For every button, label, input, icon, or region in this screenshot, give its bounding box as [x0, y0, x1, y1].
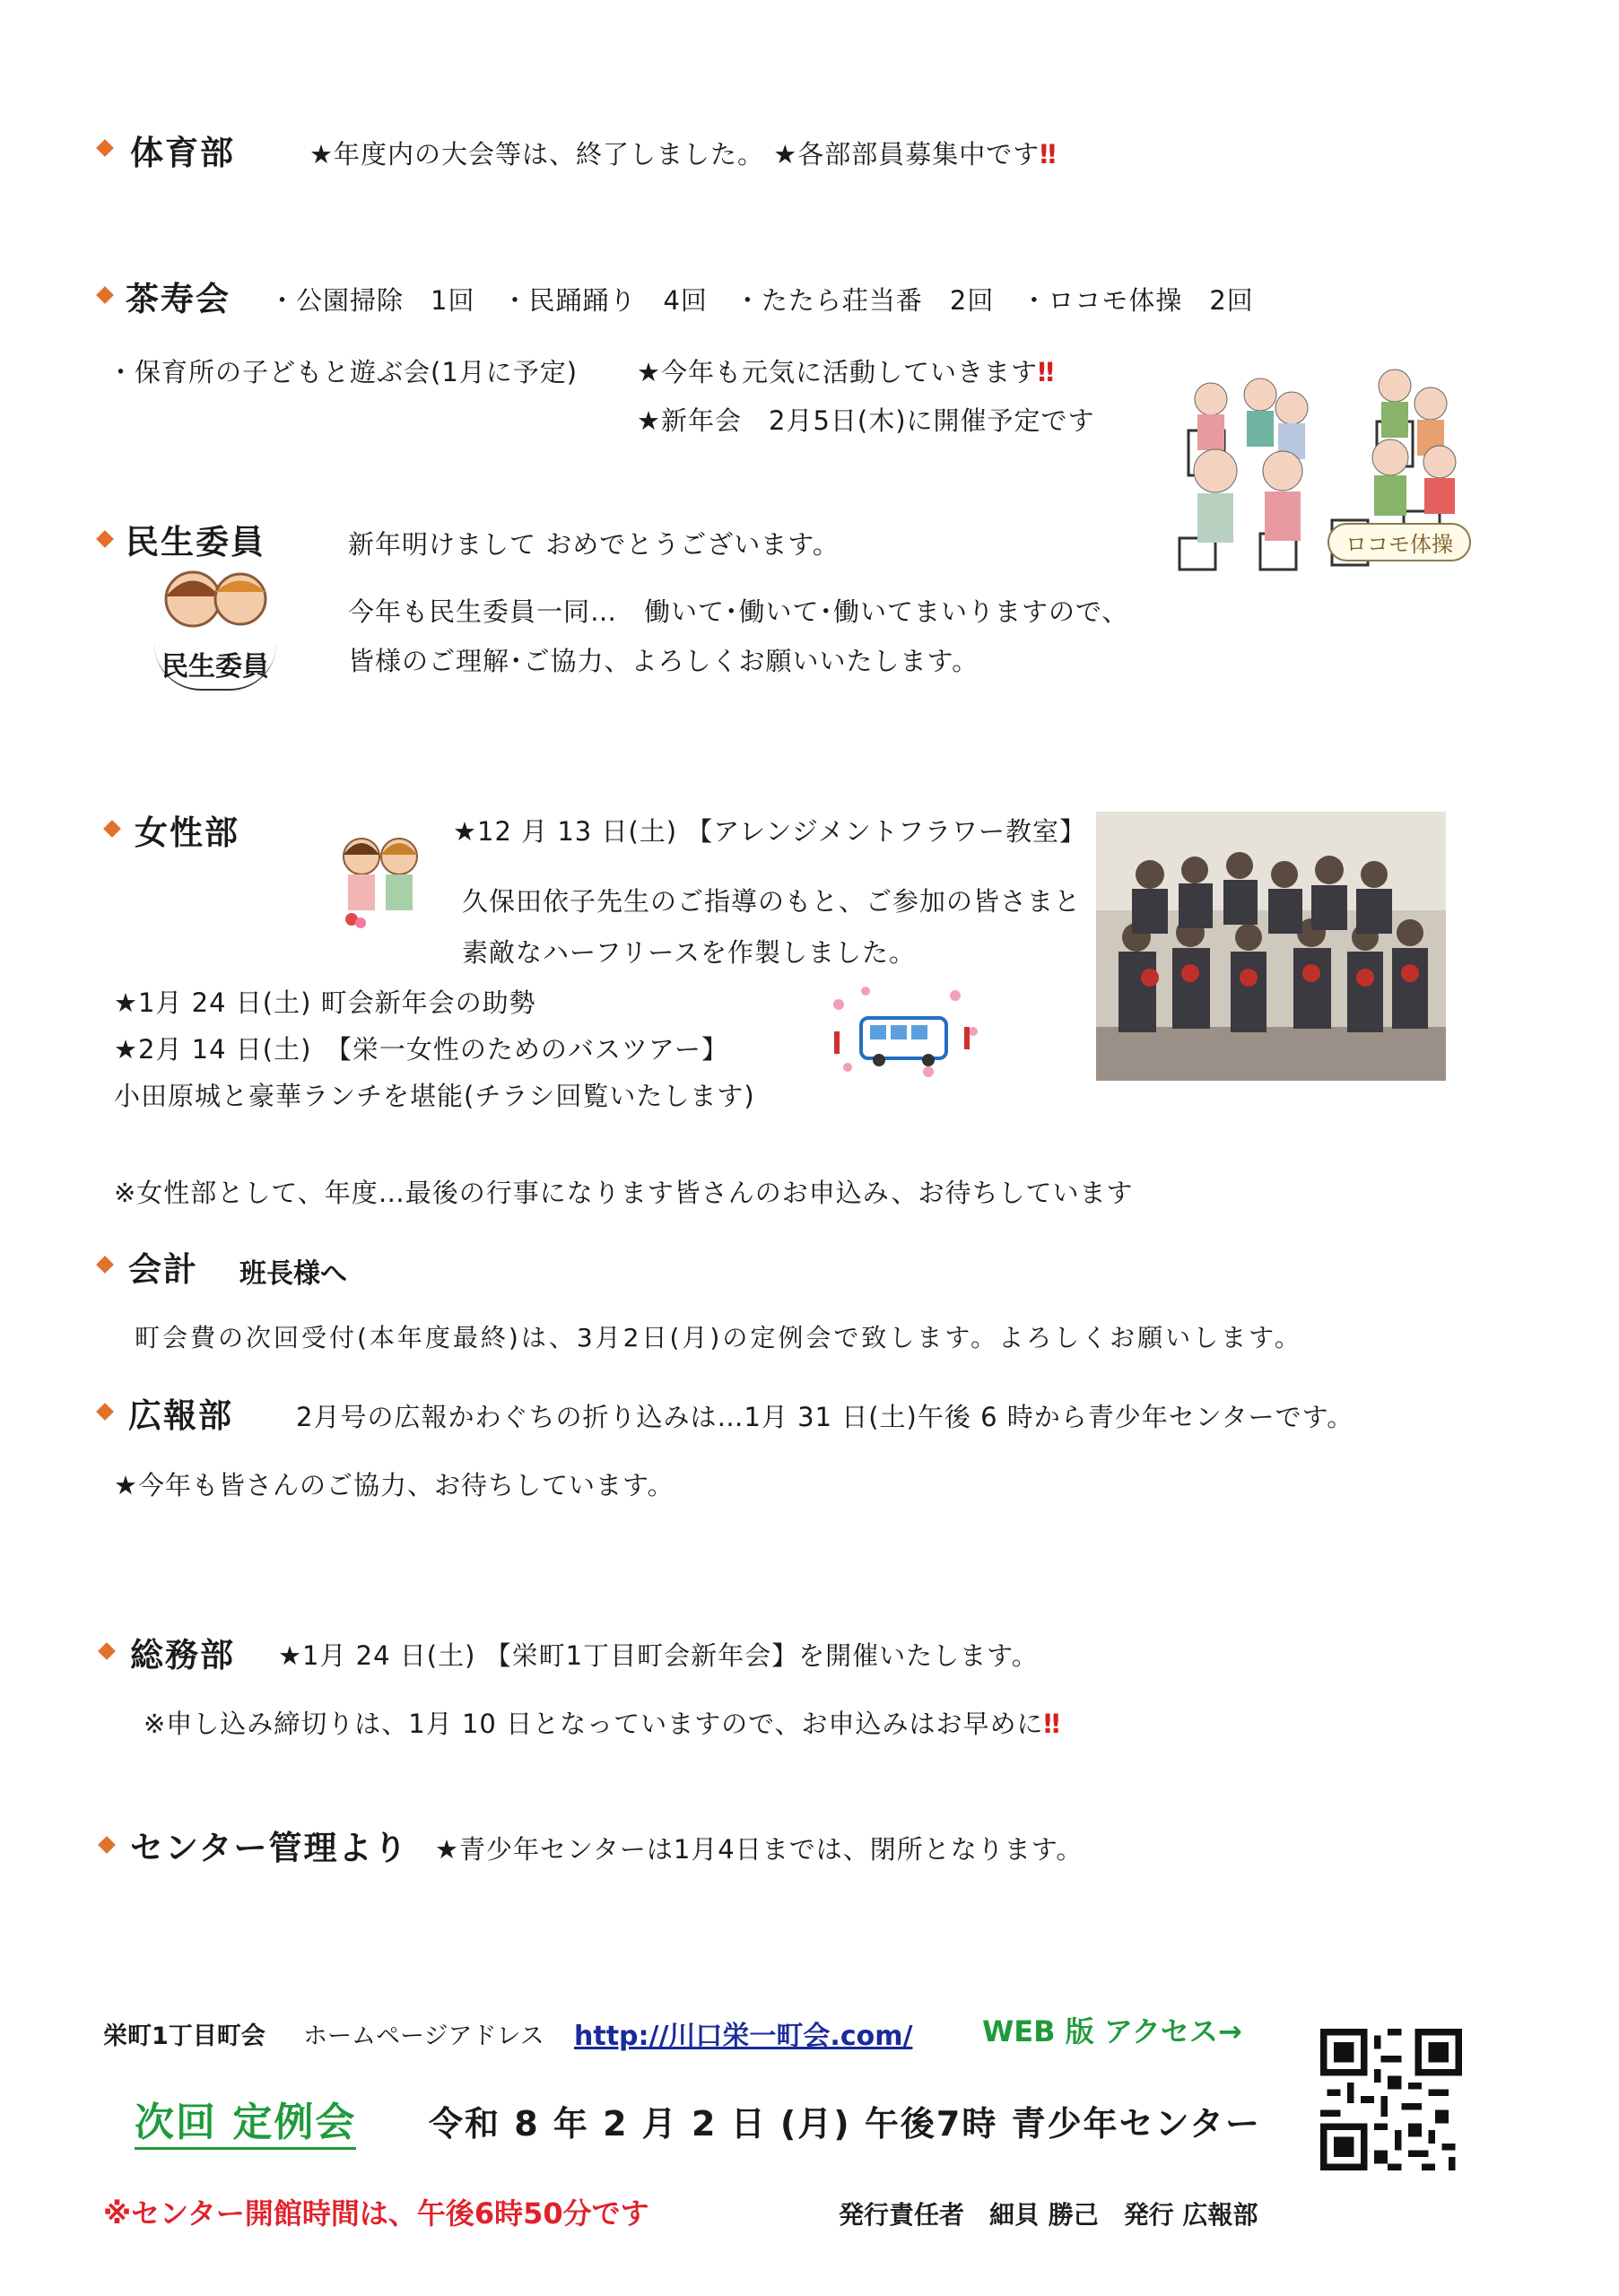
minsei-badge: 民生委員 [154, 644, 276, 691]
minsei-line2: 今年も民生委員一同… 働いて･働いて･働いてまいりますので、 [348, 596, 1129, 627]
locomo-badge: ロコモ体操 [1327, 523, 1471, 561]
taiiku-text-body: ★年度内の大会等は、終了しました。 ★各部部員募集中です [309, 139, 1040, 170]
footer-org: 栄町1丁目町会 [103, 2022, 265, 2050]
bullet-icon [98, 1642, 116, 1660]
bullet-icon [96, 1256, 114, 1274]
exclamation-icon: ‼ [1043, 1709, 1061, 1739]
bullet-icon [96, 530, 114, 548]
exclamation-icon: ‼ [1040, 139, 1058, 170]
group-photo [1096, 812, 1446, 1081]
chajukai-line2b-body: ★今年も元気に活動していきます [637, 357, 1038, 387]
section-title-center: センター管理より [130, 1829, 409, 1867]
footer-hp-label: ホームページアドレス [303, 2022, 544, 2050]
chajukai-line2b [637, 352, 1055, 389]
bullet-icon [96, 286, 114, 304]
homepage-link[interactable]: http://川口栄一町会.com/ [574, 2021, 913, 2052]
bus-icon [821, 978, 987, 1085]
center-text: ★青少年センターは1月4日までは、閉所となります。 [435, 1834, 1084, 1865]
kaikei-subtitle: 班長様へ [239, 1258, 347, 1290]
minsei-couple-icon [152, 565, 278, 637]
soumu-text: ★1月 24 日(土) 【栄町1丁目町会新年会】を開催いたします。 [278, 1640, 1039, 1671]
josei-event1: ★12 月 13 日(土) 【アレンジメントフラワー教室】 [453, 816, 1086, 847]
publisher-info: 発行責任者 細貝 勝己 発行 広報部 [839, 2200, 1258, 2230]
next-meeting-text: 令和 8 年 2 月 2 日 (月) 午後7時 青少年センター [429, 2104, 1262, 2144]
chajukai-line3: ★新年会 2月5日(木)に開催予定です [637, 405, 1095, 436]
chajukai-line1: ・公園掃除 1回 ・民踊踊り 4回 ・たたら荘当番 2回 ・ロコモ体操 2回 [269, 285, 1254, 316]
women-icon [332, 830, 426, 933]
kouhou-text: 2月号の広報かわぐちの折り込みは…1月 31 日(土)午後 6 時から青少年センターです。 [296, 1402, 1354, 1432]
josei-desc2: 素敵なハーフリースを作製しました。 [462, 937, 916, 968]
opening-note: ※センター開館時間は、午後6時50分です [103, 2196, 649, 2231]
soumu-note [144, 1704, 1061, 1741]
chajukai-line2: ・保育所の子どもと遊ぶ会(1月に予定) [108, 357, 579, 387]
soumu-note-body: ※申し込み締切りは、1月 10 日となっていますので、お申込みはお早めに [144, 1709, 1044, 1739]
josei-event3-desc: 小田原城と豪華ランチを堪能(チラシ回覧いたします) [114, 1081, 755, 1111]
josei-desc1: 久保田依子先生のご指導のもと、ご参加の皆さまと [462, 886, 1082, 917]
section-title-taiiku: 体育部 [130, 134, 235, 172]
section-title-chajukai: 茶寿会 [126, 280, 231, 318]
josei-event2: ★1月 24 日(土) 町会新年会の助勢 [114, 987, 536, 1018]
bullet-icon [103, 820, 121, 838]
minsei-line1: 新年明けまして おめでとうございます。 [348, 529, 840, 560]
web-access-label[interactable]: WEB 版 アクセス→ [982, 2014, 1242, 2048]
section-title-josei: 女性部 [135, 813, 239, 852]
section-title-minsei: 民生委員 [126, 523, 265, 561]
josei-event3: ★2月 14 日(土) 【栄一女性のためのバスツアー】 [114, 1034, 729, 1065]
section-title-kaikei: 会計 [128, 1250, 198, 1289]
bullet-icon [96, 1403, 114, 1421]
bullet-icon [98, 1836, 116, 1854]
qr-code-icon[interactable] [1320, 2029, 1462, 2170]
section-title-soumu: 総務部 [130, 1636, 235, 1674]
kouhou-text2: ★今年も皆さんのご協力、お待ちしています。 [114, 1470, 675, 1500]
section-title-kouhou: 広報部 [128, 1396, 233, 1435]
josei-note: ※女性部として、年度…最後の行事になります皆さんのお申込み、お待ちしています [114, 1178, 1134, 1208]
bullet-icon [96, 139, 114, 157]
kaikei-text: 町会費の次回受付(本年度最終)は、3月2日(月)の定例会で致します。よろしくお願いします。 [135, 1323, 1302, 1352]
taiiku-text [309, 135, 1057, 171]
minsei-line3: 皆様のご理解･ご協力、よろしくお願いいたします。 [348, 646, 979, 676]
exclamation-icon: ‼ [1038, 357, 1056, 387]
next-meeting-label: 次回 定例会 [135, 2090, 356, 2150]
